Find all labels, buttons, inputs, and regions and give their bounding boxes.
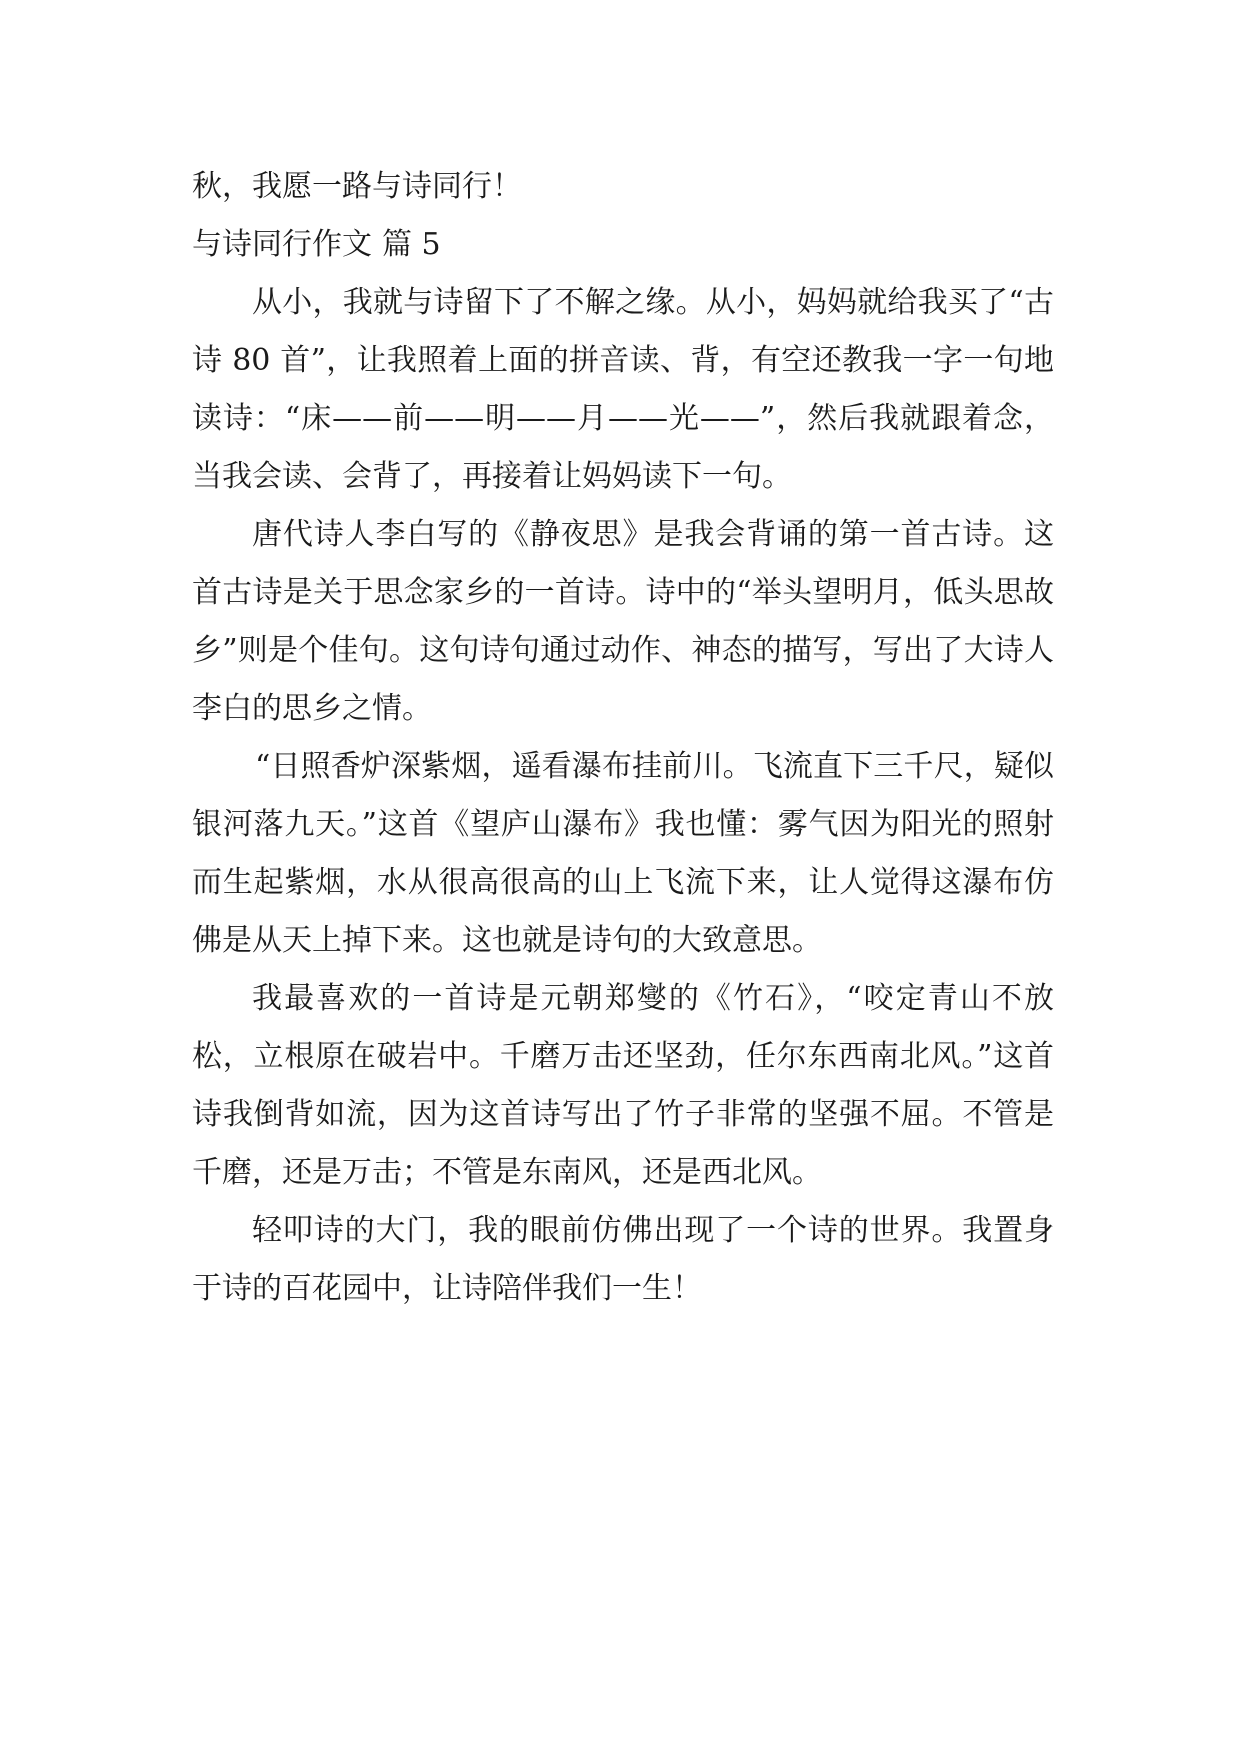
- leading-line: 秋，我愿一路与诗同行！: [192, 169, 522, 204]
- section-heading: [192, 216, 1054, 274]
- paragraph-2: 唐代诗人李白写的《静夜思》是我会背诵的第一首古诗。这首古诗是关于思念家乡的一首诗。诗中的“举头望明月，低头思故乡”则是个佳句。这句诗句通过动作、神态的描写，写出了大诗人李白的思乡之情。: [192, 517, 1054, 726]
- section-number: 篇 5: [382, 227, 441, 262]
- paragraph-1: 从小，我就与诗留下了不解之缘。从小，妈妈就给我买了“古诗 80 首”，让我照着上面的拼音读、背，有空还教我一字一句地读诗：“床——前——明——月——光——”，然后我就跟着念，当我会读、会背了，再接着让妈妈读下一句。: [192, 285, 1054, 494]
- paragraph-3: “日照香炉深紫烟，遥看瀑布挂前川。飞流直下三千尺，疑似银河落九天。”这首《望庐山瀑布》我也懂：雾气因为阳光的照射而生起紫烟，水从很高很高的山上飞流下来，让人觉得这瀑布仿佛是从天上掉下来。这也就是诗句的大致意思。: [192, 749, 1054, 958]
- paragraph-5: 轻叩诗的大门，我的眼前仿佛出现了一个诗的世界。我置身于诗的百花园中，让诗陪伴我们一生！: [192, 1213, 1054, 1306]
- paragraph-4: 我最喜欢的一首诗是元朝郑燮的《竹石》，“咬定青山不放松，立根原在破岩中。千磨万击还坚劲，任尔东西南北风。”这首诗我倒背如流，因为这首诗写出了竹子非常的坚强不屈。不管是千磨，还是万击；不管是东南风，还是西北风。: [192, 981, 1054, 1190]
- document-page: [192, 158, 1054, 1318]
- section-title: 与诗同行作文: [192, 227, 372, 262]
